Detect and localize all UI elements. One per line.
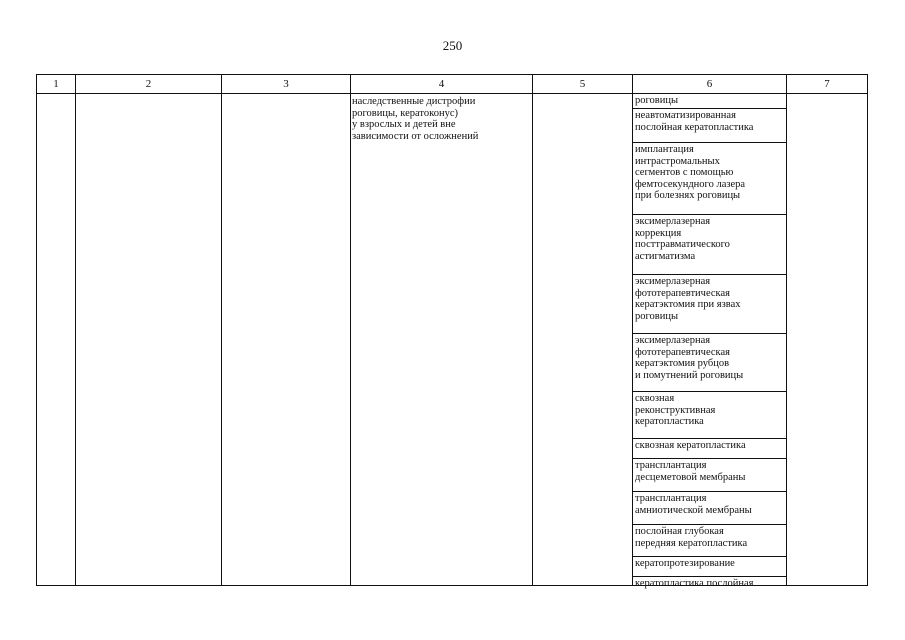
column-divider — [786, 75, 787, 585]
column-header-6: 6 — [706, 78, 713, 90]
column6-item: трансплантация амниотической мембраны — [635, 493, 752, 516]
column6-item: неавтоматизированная послойная кератопластика — [635, 110, 754, 133]
procedures-table — [36, 74, 868, 589]
column6-item: эксимерлазерная фототерапевтическая кератэктомия при язвах роговицы — [635, 276, 741, 322]
column6-item: послойная глубокая передняя кератопластика — [635, 526, 748, 549]
column-header-1: 1 — [53, 78, 59, 90]
column6-item: трансплантация десцеметовой мембраны — [635, 460, 746, 483]
column-divider — [350, 75, 351, 585]
column-divider — [221, 75, 222, 585]
page-number: 250 — [442, 38, 463, 53]
column-header-7: 7 — [824, 78, 830, 90]
column6-item: эксимерлазерная фототерапевтическая кератэктомия рубцов и помутнений роговицы — [635, 335, 744, 381]
column6-item: имплантация интрастромальных сегментов с помощью фемтосекундного лазера при болезнях роговицы — [635, 144, 746, 201]
column6-item: кератопротезирование — [635, 558, 735, 569]
column6-item: эксимерлазерная коррекция посттравматического астигматизма — [635, 216, 730, 262]
column4-line: зависимости от осложнений — [352, 130, 479, 142]
column4-cell — [352, 96, 532, 142]
column6-item: кератопластика послойная — [635, 578, 754, 589]
column4-line: у взрослых и детей вне — [352, 119, 456, 130]
column-header-2: 2 — [145, 78, 152, 90]
column6-item: роговицы — [635, 95, 679, 106]
column-divider — [75, 75, 76, 585]
column4-line: наследственные дистрофии — [352, 96, 476, 107]
column-header-3: 3 — [283, 78, 289, 90]
column-divider — [532, 75, 533, 585]
column6-item: сквозная реконструктивная кератопластика — [635, 393, 716, 427]
column-header-4: 4 — [438, 78, 445, 90]
column4-line: роговицы, кератоконус) — [352, 107, 458, 119]
column6-item: сквозная кератопластика — [635, 440, 746, 451]
column-header-5: 5 — [579, 78, 586, 90]
